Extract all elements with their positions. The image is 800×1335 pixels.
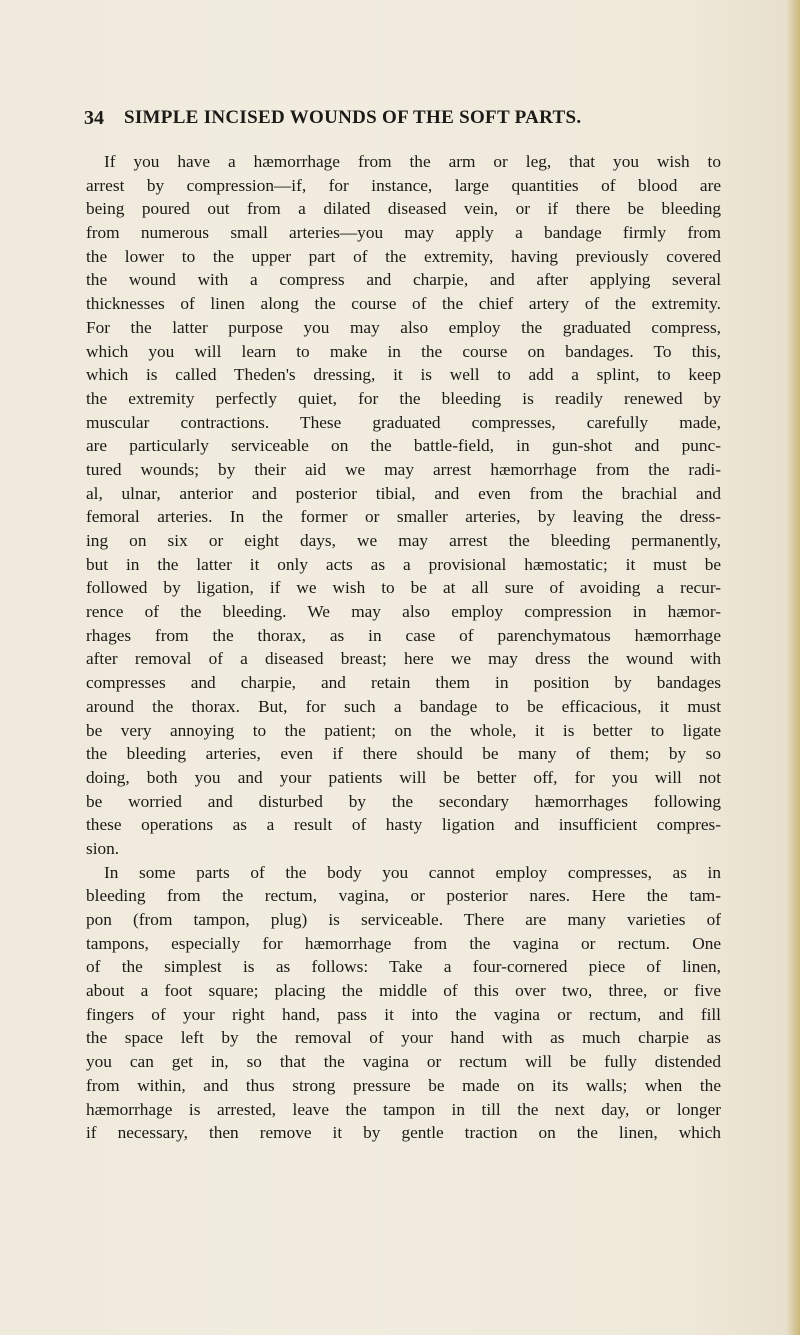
text-line: muscular contractions. These graduated compresses, carefully made, bbox=[86, 412, 721, 432]
text-line: but in the latter it only acts as a provisional hæmostatic; it must be bbox=[86, 554, 721, 574]
text-line: the bleeding arteries, even if there should be many of them; by so bbox=[86, 744, 721, 764]
text-line: hæmorrhage is arrested, leave the tampon in till the next day, or longer bbox=[86, 1099, 721, 1119]
text-line: tured wounds; by their aid we may arrest hæmorrhage from the radi- bbox=[86, 459, 721, 479]
text-line: are particularly serviceable on the battle-field, in gun-shot and punc- bbox=[86, 436, 721, 456]
text-line: after removal of a diseased breast; here we may dress the wound with bbox=[86, 649, 721, 669]
text-line: pon (from tampon, plug) is serviceable. There are many varieties of bbox=[86, 910, 721, 929]
text-line: doing, both you and your patients will be better off, for you will not bbox=[86, 767, 721, 787]
text-line: being poured out from a dilated diseased vein, or if there be bleeding bbox=[86, 199, 721, 219]
text-line: rence of the bleeding. We may also employ compression in hæmor- bbox=[86, 602, 721, 622]
text-line: of the simplest is as follows: Take a four-cornered piece of linen, bbox=[86, 957, 721, 977]
text-line: the lower to the upper part of the extremity, having previously covered bbox=[86, 246, 721, 266]
text-line: the wound with a compress and charpie, and after applying several bbox=[86, 270, 721, 290]
text-line: fingers of your right hand, pass it into the vagina or rectum, and fill bbox=[86, 1004, 721, 1024]
text-line: tampons, especially for hæmorrhage from the vagina or rectum. One bbox=[86, 933, 721, 953]
text-line: you can get in, so that the vagina or rectum will be fully distended bbox=[86, 1052, 721, 1072]
text-line: ing on six or eight days, we may arrest the bleeding permanently, bbox=[86, 531, 721, 550]
text-line: be worried and disturbed by the secondary hæmorrhages following bbox=[86, 791, 721, 811]
text-line: sion. bbox=[86, 838, 120, 858]
text-line: which you will learn to make in the course on bandages. To this, bbox=[86, 341, 721, 361]
text-line: al, ulnar, anterior and posterior tibial, and even from the brachial and bbox=[86, 483, 721, 503]
text-line: followed by ligation, if we wish to be at all sure of avoiding a recur- bbox=[86, 578, 721, 598]
text-line: about a foot square; placing the middle of this over two, three, or five bbox=[86, 981, 721, 1001]
text-line: around the thorax. But, for such a bandage to be efficacious, it must bbox=[86, 696, 721, 716]
text-line: In some parts of the body you cannot employ compresses, as in bbox=[104, 862, 721, 882]
text-line: bleeding from the rectum, vagina, or posterior nares. Here the tam- bbox=[86, 886, 721, 906]
text-line: arrest by compression—if, for instance, large quantities of blood are bbox=[86, 175, 721, 195]
text-line: femoral arteries. In the former or smaller arteries, by leaving the dress- bbox=[86, 507, 721, 527]
text-line: these operations as a result of hasty ligation and insufficient compres- bbox=[86, 815, 721, 835]
text-line: the space left by the removal of your hand with as much charpie as bbox=[86, 1028, 721, 1048]
page-header bbox=[84, 107, 724, 133]
text-line: from within, and thus strong pressure be made on its walls; when the bbox=[86, 1075, 721, 1095]
text-line: which is called Theden's dressing, it is well to add a splint, to keep bbox=[86, 365, 721, 385]
text-line: compresses and charpie, and retain them in position by bandages bbox=[86, 673, 721, 693]
text-line: from numerous small arteries—you may apply a bandage firmly from bbox=[86, 223, 721, 243]
text-line: the extremity perfectly quiet, for the bleeding is readily renewed by bbox=[86, 388, 721, 408]
text-line: be very annoying to the patient; on the whole, it is better to ligate bbox=[86, 720, 721, 740]
page-number: 34 bbox=[84, 107, 104, 129]
text-line: For the latter purpose you may also employ the graduated compress, bbox=[86, 317, 721, 337]
page-edge bbox=[786, 0, 800, 1335]
running-head: SIMPLE INCISED WOUNDS OF THE SOFT PARTS. bbox=[124, 107, 582, 128]
text-line: thicknesses of linen along the course of the chief artery of the extremity. bbox=[86, 294, 721, 314]
body-text bbox=[86, 150, 721, 1145]
text-line: If you have a hæmorrhage from the arm or leg, that you wish to bbox=[104, 152, 721, 171]
text-line: rhages from the thorax, as in case of parenchymatous hæmorrhage bbox=[86, 625, 721, 645]
text-line: if necessary, then remove it by gentle traction on the linen, which bbox=[86, 1123, 721, 1143]
